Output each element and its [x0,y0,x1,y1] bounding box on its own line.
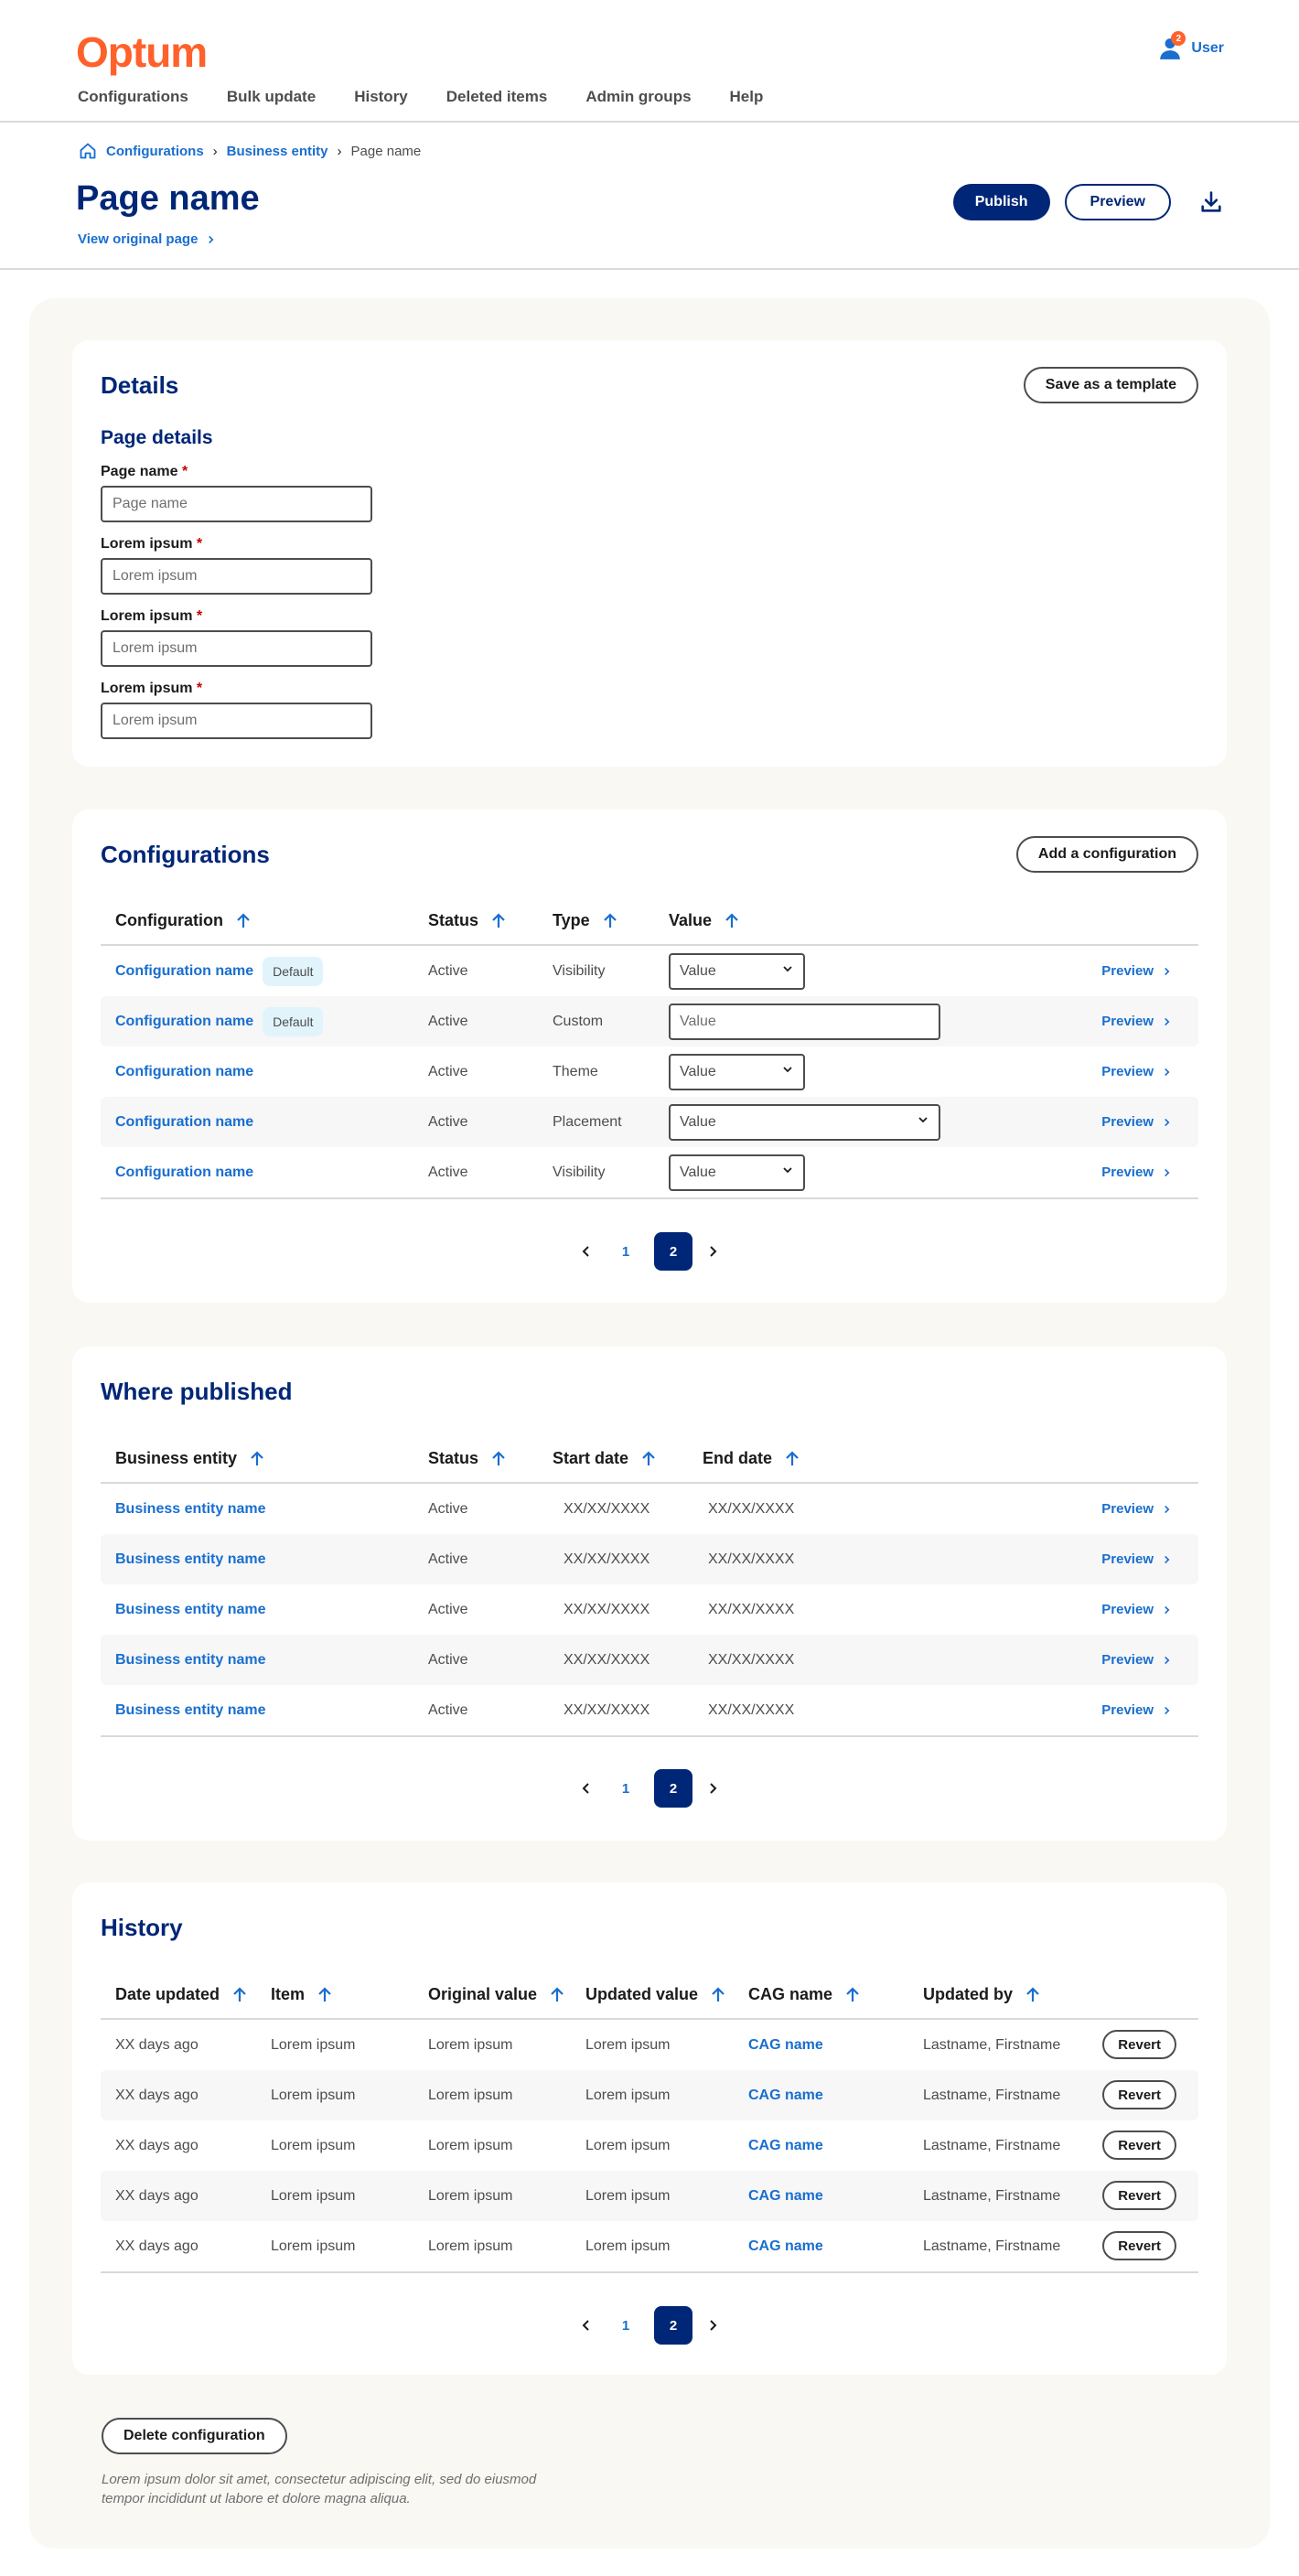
end-date-cell: XX/XX/XXXX [708,1701,795,1718]
user-menu[interactable] [1158,33,1224,60]
business-entity-link[interactable]: Business entity name [115,1701,266,1718]
view-original-link[interactable] [78,231,215,247]
view-original-label: View original page [78,231,199,247]
configuration-name-link[interactable]: Configuration name [115,962,254,979]
table-row [101,1534,1198,1584]
lorem-label-2 [101,608,372,625]
col-type[interactable] [553,911,617,930]
revert-button[interactable]: Revert [1102,2131,1176,2160]
value-text-input[interactable] [669,1004,940,1040]
table-divider [101,2271,1198,2273]
status-cell: Active [428,1551,468,1567]
nav-help[interactable]: Help [729,88,764,105]
value-cell [669,1046,805,1097]
updated-by-cell: Lastname, Firstname [923,2238,1061,2254]
type-cell: Theme [553,1063,598,1079]
page-name-label [101,464,372,480]
value-cell [669,996,940,1046]
history-card [72,1883,1227,2375]
chevron-down-icon [781,1164,794,1181]
date-cell: XX days ago [115,2087,199,2103]
optum-logo[interactable]: Optum [76,28,208,76]
col-business-entity[interactable] [115,1449,264,1468]
status-cell: Active [428,962,468,979]
end-date-cell: XX/XX/XXXX [708,1651,795,1668]
value-cell [669,1097,940,1147]
sort-arrow-up-icon[interactable] [550,1987,564,2003]
type-cell: Placement [553,1113,622,1130]
nav-bulk-update[interactable]: Bulk update [226,88,317,105]
page-2-button[interactable]: 2 [654,1232,692,1271]
value-select[interactable] [669,1154,805,1191]
preview-label: Preview [1101,1551,1154,1567]
table-header [101,1434,1198,1484]
configurations-title: Configurations [101,841,270,868]
col-updated-by[interactable] [923,1985,1040,2004]
nav-admin-groups[interactable]: Admin groups [585,88,692,105]
page-details-subtitle: Page details [101,427,213,448]
breadcrumb-business-entity[interactable]: Business entity [226,143,328,159]
preview-label: Preview [1101,1602,1154,1617]
type-cell: Visibility [553,1164,606,1180]
configuration-name-cell[interactable] [115,946,323,996]
required-mark: * [196,536,203,552]
table-header [101,896,1198,946]
configurations-card [72,810,1227,1303]
chevron-left-icon[interactable] [575,1232,597,1271]
top-header [0,0,1299,123]
notification-badge: 2 [1171,31,1186,46]
published-table [101,1434,1198,1737]
sort-arrow-up-icon[interactable] [725,913,739,929]
status-cell: Active [428,1113,468,1130]
chevron-right-icon[interactable] [702,2306,724,2345]
configuration-name-link[interactable]: Configuration name [115,1164,254,1180]
page-2-button[interactable]: 2 [654,1769,692,1808]
user-label[interactable]: User [1191,40,1224,56]
sort-arrow-up-icon[interactable] [236,913,251,929]
preview-label: Preview [1101,1114,1154,1130]
preview-link[interactable] [1101,1635,1171,1685]
lorem-field-2 [101,608,372,667]
start-date-cell: XX/XX/XXXX [564,1701,650,1718]
lorem-label-1 [101,536,372,553]
column-label: Item [271,1985,306,2003]
field-label-text: Lorem ipsum [101,681,193,696]
col-start-date[interactable] [553,1449,656,1468]
original-value-cell: Lorem ipsum [428,2137,513,2153]
updated-value-cell: Lorem ipsum [585,2087,671,2103]
column-label: Updated by [923,1985,1014,2003]
column-label: CAG name [748,1985,833,2003]
business-entity-link[interactable]: Business entity name [115,1651,266,1668]
main-nav [78,88,801,106]
table-divider [101,1735,1198,1737]
footnote-text: Lorem ipsum dolor sit amet, consectetur adipiscing elit, sed do eiusmod tempor incididunt ut labore et dolore magna aliqua. [102,2472,537,2506]
add-configuration-button[interactable]: Add a configuration [1016,836,1198,873]
pagination [72,2306,1227,2345]
date-cell: XX days ago [115,2238,199,2254]
lorem-label-3 [101,681,372,697]
required-mark: * [196,681,203,696]
delete-configuration-button[interactable]: Delete configuration [102,2418,287,2454]
chevron-right-icon[interactable] [702,1769,724,1808]
chevron-left-icon[interactable] [575,2306,597,2345]
updated-by-cell: Lastname, Firstname [923,2087,1061,2103]
configuration-name-link[interactable]: Configuration name [115,1113,254,1130]
where-published-title: Where published [101,1378,293,1405]
configurations-table [101,896,1198,1199]
chevron-right-icon [1163,967,1171,976]
table-row [101,1046,1198,1097]
status-cell: Active [428,1701,468,1718]
chevron-down-icon [781,1063,794,1080]
status-cell: Active [428,1063,468,1079]
preview-label: Preview [1101,1702,1154,1718]
col-cag-name[interactable] [748,1985,860,2004]
lorem-input-1[interactable] [101,558,372,595]
breadcrumb-configurations[interactable]: Configurations [106,143,204,159]
sort-arrow-up-icon[interactable] [845,1987,860,2003]
col-configuration[interactable] [115,911,251,930]
updated-by-cell: Lastname, Firstname [923,2187,1061,2204]
preview-link[interactable] [1101,946,1171,996]
chevron-down-icon [781,962,794,980]
updated-by-cell: Lastname, Firstname [923,2137,1061,2153]
column-label: Start date [553,1449,629,1467]
table-row [101,2070,1198,2120]
sort-arrow-up-icon[interactable] [1025,1987,1040,2003]
business-entity-link[interactable]: Business entity name [115,1500,266,1517]
status-cell: Active [428,1013,468,1029]
home-icon[interactable] [79,142,97,160]
page-name-input[interactable] [101,486,372,522]
select-value: Value [680,1164,716,1180]
date-cell: XX days ago [115,2137,199,2153]
revert-button[interactable]: Revert [1102,2030,1176,2059]
column-label: Status [428,1449,479,1467]
chevron-right-icon [1163,1168,1171,1177]
table-header [101,1970,1198,2020]
status-cell: Active [428,1601,468,1617]
cag-name-link[interactable]: CAG name [748,2137,823,2153]
lorem-input-3[interactable] [101,703,372,739]
chevron-right-icon [1163,1706,1171,1715]
updated-value-cell: Lorem ipsum [585,2238,671,2254]
required-mark: * [181,464,188,479]
column-label: Updated value [585,1985,699,2003]
status-cell: Active [428,1500,468,1517]
start-date-cell: XX/XX/XXXX [564,1500,650,1517]
lorem-field-1 [101,536,372,595]
chevron-right-icon [1163,1017,1171,1026]
original-value-cell: Lorem ipsum [428,2238,513,2254]
page-1-button[interactable]: 1 [621,2317,630,2334]
value-select[interactable] [669,1054,805,1090]
table-row [101,946,1198,996]
configuration-name-cell[interactable] [115,1097,253,1147]
preview-link[interactable] [1101,996,1171,1046]
save-as-template-button[interactable]: Save as a template [1024,367,1198,403]
nav-configurations[interactable]: Configurations [78,88,188,105]
end-date-cell: XX/XX/XXXX [708,1500,795,1517]
start-date-cell: XX/XX/XXXX [564,1551,650,1567]
details-card [72,340,1227,767]
chevron-right-icon: › [337,143,342,159]
chevron-right-icon [1163,1555,1171,1564]
configuration-name-link[interactable]: Configuration name [115,1013,254,1029]
download-icon[interactable] [1186,189,1224,215]
business-entity-link[interactable]: Business entity name [115,1551,266,1567]
sort-arrow-up-icon[interactable] [603,913,617,929]
pagination [72,1769,1227,1808]
table-divider [101,1197,1198,1199]
configuration-name-cell[interactable] [115,1046,253,1097]
history-table [101,1970,1198,2273]
page-1-button[interactable]: 1 [621,1243,630,1260]
col-status[interactable] [428,1449,506,1468]
date-cell: XX days ago [115,2187,199,2204]
field-label-text: Lorem ipsum [101,536,193,552]
value-select[interactable] [669,1104,940,1141]
preview-label: Preview [1101,1501,1154,1517]
updated-by-cell: Lastname, Firstname [923,2036,1061,2053]
table-row [101,1584,1198,1635]
status-cell: Active [428,1651,468,1668]
page-title: Page name [76,179,260,218]
col-item[interactable] [271,1985,332,2004]
sort-arrow-up-icon[interactable] [641,1451,656,1467]
preview-label: Preview [1101,963,1154,979]
nav-history[interactable]: History [354,88,408,105]
type-cell: Custom [553,1013,604,1029]
preview-button[interactable]: Preview [1065,184,1171,220]
type-cell: Visibility [553,962,606,979]
updated-value-cell: Lorem ipsum [585,2036,671,2053]
cag-name-link[interactable]: CAG name [748,2087,823,2103]
preview-link[interactable] [1101,1484,1171,1534]
select-value: Value [680,1113,716,1130]
chevron-left-icon[interactable] [575,1769,597,1808]
sort-arrow-up-icon[interactable] [711,1987,725,2003]
sort-arrow-up-icon[interactable] [785,1451,800,1467]
updated-value-cell: Lorem ipsum [585,2137,671,2153]
preview-link[interactable] [1101,1685,1171,1735]
preview-link[interactable] [1101,1584,1171,1635]
lorem-input-2[interactable] [101,630,372,667]
chevron-right-icon [1163,1118,1171,1127]
preview-link[interactable] [1101,1147,1171,1197]
chevron-down-icon [917,1113,929,1131]
table-row [101,1635,1198,1685]
page-actions [953,184,1224,220]
table-row [101,1147,1198,1197]
header-divider [0,268,1299,270]
revert-button[interactable]: Revert [1102,2181,1176,2210]
configuration-name-cell[interactable] [115,996,323,1046]
chevron-right-icon [1163,1505,1171,1514]
breadcrumb [79,142,421,160]
col-end-date[interactable] [703,1449,800,1468]
col-status[interactable] [428,911,506,930]
column-label: Value [669,911,713,929]
col-updated-value[interactable] [585,1985,725,2004]
table-row [101,2221,1198,2271]
preview-label: Preview [1101,1652,1154,1668]
breadcrumb-current: Page name [350,143,422,159]
col-date-updated[interactable] [115,1985,247,2004]
value-cell [669,946,805,996]
value-cell [669,1147,805,1197]
start-date-cell: XX/XX/XXXX [564,1651,650,1668]
required-mark: * [196,608,203,624]
revert-button[interactable]: Revert [1102,2080,1176,2109]
item-cell: Lorem ipsum [271,2036,356,2053]
original-value-cell: Lorem ipsum [428,2036,513,2053]
revert-button[interactable]: Revert [1102,2231,1176,2260]
lorem-field-3 [101,681,372,739]
sort-arrow-up-icon[interactable] [250,1451,264,1467]
original-value-cell: Lorem ipsum [428,2187,513,2204]
preview-label: Preview [1101,1064,1154,1079]
start-date-cell: XX/XX/XXXX [564,1601,650,1617]
business-entity-link[interactable]: Business entity name [115,1601,266,1617]
table-row [101,1097,1198,1147]
nav-deleted-items[interactable]: Deleted items [446,88,548,105]
chevron-right-icon [1163,1605,1171,1615]
chevron-right-icon [1163,1656,1171,1665]
table-row [101,2171,1198,2221]
cag-name-link[interactable]: CAG name [748,2187,823,2204]
column-label: Type [553,911,590,929]
field-label-text: Page name [101,464,178,479]
column-label: Business entity [115,1449,238,1467]
cag-name-link[interactable]: CAG name [748,2238,823,2254]
table-row [101,2020,1198,2070]
select-value: Value [680,962,716,979]
item-cell: Lorem ipsum [271,2087,356,2103]
col-value[interactable] [669,911,739,930]
value-select[interactable] [669,953,805,990]
sort-arrow-up-icon[interactable] [491,1451,506,1467]
page-1-button[interactable]: 1 [621,1780,630,1797]
field-label-text: Lorem ipsum [101,608,193,624]
chevron-right-icon [1163,1068,1171,1077]
date-cell: XX days ago [115,2036,199,2053]
column-label: Status [428,911,479,929]
preview-link[interactable] [1101,1097,1171,1147]
select-value: Value [680,1063,716,1079]
original-value-cell: Lorem ipsum [428,2087,513,2103]
updated-value-cell: Lorem ipsum [585,2187,671,2204]
col-original-value[interactable] [428,1985,564,2004]
end-date-cell: XX/XX/XXXX [708,1551,795,1567]
table-row [101,1484,1198,1534]
chevron-right-icon [207,235,215,244]
where-published-card [72,1347,1227,1841]
table-row [101,1685,1198,1735]
sort-arrow-up-icon[interactable] [317,1987,332,2003]
column-label: Date updated [115,1985,220,2003]
pagination [72,1232,1227,1271]
page-2-button[interactable]: 2 [654,2306,692,2345]
item-cell: Lorem ipsum [271,2137,356,2153]
column-label: Original value [428,1985,538,2003]
column-label: End date [703,1449,773,1467]
status-cell: Active [428,1164,468,1180]
configuration-name-link[interactable]: Configuration name [115,1063,254,1079]
table-row [101,2120,1198,2171]
preview-label: Preview [1101,1014,1154,1029]
default-badge: Default [263,957,323,986]
cag-name-link[interactable]: CAG name [748,2036,823,2053]
chevron-right-icon[interactable] [702,1232,724,1271]
preview-label: Preview [1101,1165,1154,1180]
end-date-cell: XX/XX/XXXX [708,1601,795,1617]
user-icon[interactable] [1158,33,1182,60]
preview-link[interactable] [1101,1046,1171,1097]
default-badge: Default [263,1007,323,1036]
chevron-right-icon: › [212,143,218,159]
column-label: Configuration [115,911,223,929]
sort-arrow-up-icon[interactable] [232,1987,247,2003]
details-title: Details [101,371,179,399]
item-cell: Lorem ipsum [271,2187,356,2204]
item-cell: Lorem ipsum [271,2238,356,2254]
configuration-name-cell[interactable] [115,1147,253,1197]
preview-link[interactable] [1101,1534,1171,1584]
publish-button[interactable]: Publish [953,184,1050,220]
table-row [101,996,1198,1046]
sort-arrow-up-icon[interactable] [491,913,506,929]
history-title: History [101,1914,183,1941]
page-name-field [101,464,372,522]
